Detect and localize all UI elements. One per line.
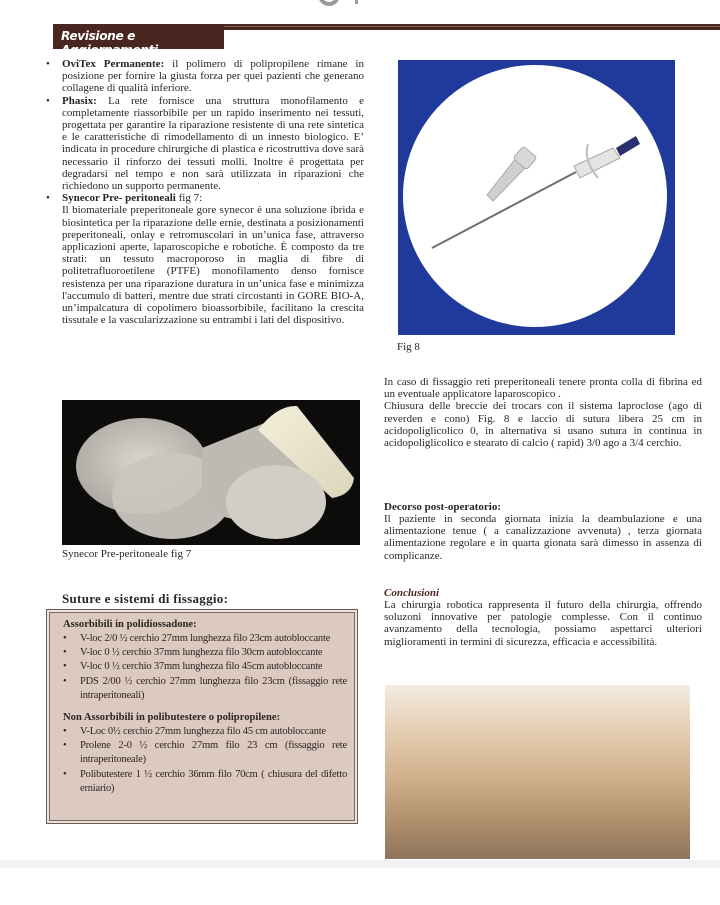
non-absorbable-heading: Non Assorbibili in polibutestere o polipropilene: [63,712,281,724]
suture-text: V-Loc 0½ cerchio 27mm lunghezza filo 45 cm autobloccante [80,726,326,738]
bullet-icon: • [63,726,67,738]
suture-text: V-loc 2/0 ½ cerchio 27mm lunghezza filo 23cm autobloccante [80,633,331,644]
item-title: Synecor Pre- peritoneali [62,192,176,205]
suture-text: PDS 2/00 ½ cerchio 27mm lunghezza filo 23cm (fissaggio rete intraperitoneali) [80,675,347,701]
suture-item [63,725,347,739]
postop-paragraph: Il paziente in seconda giornata inizia la deambulazione e una alimentazione tenue ( a canalizzazione avvenuta) , terza giornata alimentazione regolare e in quarta gionata sarà dimesso in assenza di complicanze. [384,513,702,562]
device-handle [574,148,620,178]
bullet-icon: • [63,633,67,644]
item-title: OviTex Permanente: [62,58,165,70]
list-item-ovitex [46,58,364,95]
list-item-synecor [46,192,364,326]
conclusions-paragraph: La chirurgia robotica rappresenta il futuro della chirurgia, offrendo soluzoni innovative per patologie complesse. Con il continuo avanzamento della tecnologia, possiamo aspettarci ulteriori miglioramenti in termini di sicurezza, efficacia e accessibilità. [384,599,702,648]
suture-text: Prolene 2-0 ½ cerchio 27mm filo 23 cm (fissaggio rete intraperitoneale) [80,740,347,766]
item-text: il polimero di polipropilene rimane in posizione per fornire la giusta forza per quei pazienti che generano collagene di qualità inferiore. [62,58,364,95]
suture-item [63,739,347,767]
fixation-paragraph-2: Chiusura delle breccie dei trocars con il sistema laproclose (ago di reverden e cono) Fig. 8 e laccio di sutura libera 25 cm in acidopoliglicolico 0, in alternativa si usano sutura in continua in acidopoliglicolico e stearato di calcio ( rapid) 3/0 ago a 3/4 cerchio. [384,400,702,450]
fig7-image [62,400,360,545]
bullet-icon: • [46,192,50,205]
bullet-icon: • [63,740,67,752]
suture-item [63,646,347,660]
list-item-phasix [46,95,364,193]
fixation-paragraph-1: In caso di fissaggio reti preperitoneali tenere pronta colla di fibrina ed un eventuale applicatore laparoscopico . [384,376,702,401]
postop-heading: Decorso post-operatorio: [384,501,501,513]
sutures-title: Suture e sistemi di fissaggio: [62,591,229,606]
top-logo-fragment [318,0,340,6]
bullet-icon: • [63,661,67,673]
suture-item [63,768,347,796]
conclusions-heading: Conclusioni [384,587,440,599]
decorative-gradient-panel [385,685,690,859]
suture-text: Polibutestere 1 ½ cerchio 36mm filo 70cm ( chiusura del difetto erniario) [80,768,347,794]
bullet-icon: • [63,647,67,659]
fig7-caption: Synecor Pre-peritoneale fig 7 [62,548,192,560]
suture-item [63,632,347,646]
sutures-box [46,609,358,824]
bullet-icon: • [46,58,50,70]
left-column [46,58,364,326]
item-text: La rete fornisce una struttura monofilamento e completamente riassorbibile per un rapido inserimento nei tessuti, progettata per garantire la riparazione resistente di una rete sintetica e le caratteristiche di rimodellamento di un innesto biologico. E’ indicata in procedure chirurgiche di plastica e ricostruttiva dove sarà necessario il rinforzo dei tessuti molli. Inoltre è progettata per degradarsi nel tempo e non sarà utilizzata in riparazioni che richiedono un supporto permanente. [62,94,364,193]
bullet-icon: • [46,94,50,107]
fig8-image [398,60,675,335]
suture-text: V-loc 0 ½ cerchio 37mm lunghezza filo 30cm autobloccante [80,647,323,659]
absorbable-heading: Assorbibili in polidiossadone: [63,619,197,630]
page-footer-band [0,860,720,868]
suture-item [63,675,347,703]
bullet-icon: • [63,675,67,687]
bullet-icon: • [63,768,67,780]
mesh-samples-illustration [62,400,360,545]
suture-text: V-loc 0 ½ cerchio 37mm lunghezza filo 45cm autobloccante [80,661,323,673]
section-tag: Revisione e Aggiornamenti [53,24,224,49]
item-text: fig 7: [175,192,203,205]
device-plunger [616,136,640,156]
item-title: Phasix: [62,94,97,107]
postop-section [384,501,702,562]
laproclose-device-illustration [398,60,675,335]
conclusions-section [384,587,702,648]
top-logo-dot [355,0,358,4]
fig8-caption: Fig 8 [397,341,420,353]
synecor-paragraph: Il biomateriale preperitoneale gore synecor è una soluzione ibrida e biosintetica per la riparazione delle ernie, destinata a posizionamenti preperitoneali, onlay e retromuscolari in un’unica fase, attraverso applicazioni aperte, laparoscopiche e robotiche. È composto da tre strati: un tessuto macroporoso in maglia di fibre di politetrafluoroetilene (PTFE) monofilamento denso fornisce resistenza per una riparazione duratura in un’unica fase e minimizza l'accumulo di batteri, mentre due strati circostanti in GORE BIO-A, un’impalcatura di copolimero bioassorbibile, facilitano la crescita tissutale e la vascularizzazione su entrambi i lati del dispositivo. [62,204,364,327]
mesh-disc [226,465,326,539]
fixation-section [384,376,702,449]
suture-item [63,660,347,674]
